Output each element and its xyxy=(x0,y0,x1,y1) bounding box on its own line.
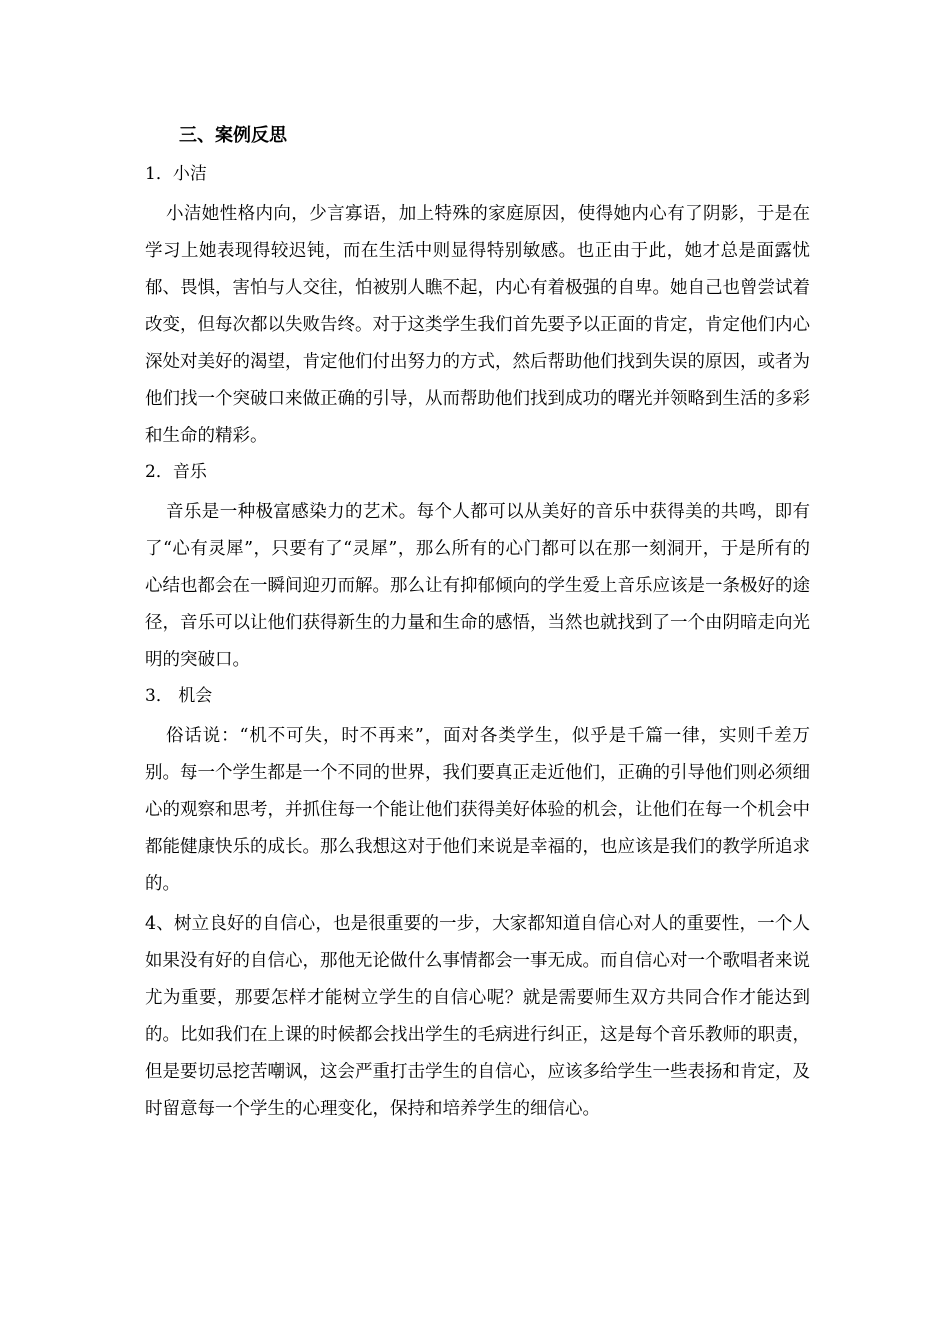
document-page xyxy=(145,122,810,1131)
item-paragraph-4: 4、树立良好的自信心，也是很重要的一步，大家都知道自信心对人的重要性，一个人如果没有好的自信心，那他无论做什么事情都会一事无成。而自信心对一个歌唱者来说尤为重要，那要怎样才能树立学生的自信心呢？就是需要师生双方共同合作才能达到的。比如我们在上课的时候都会找出学生的毛病进行纠正，这是每个音乐教师的职责，但是要切忌挖苦嘲讽，这会严重打击学生的自信心，应该多给学生一些表扬和肯定，及时留意每一个学生的心理变化，保持和培养学生的细信心。 xyxy=(145,914,810,1119)
item-paragraph-3: 俗话说：“机不可失，时不再来”，面对各类学生，似乎是千篇一律，实则千差万别。每一个学生都是一个不同的世界，我们要真正走近他们，正确的引导他们则必须细心的观察和思考，并抓住每一个能让他们获得美好体验的机会，让他们在每一个机会中都能健康快乐的成长。那么我想这对于他们来说是幸福的，也应该是我们的教学所追求的。 xyxy=(145,726,810,894)
item-heading-2: 2．音乐 xyxy=(145,462,207,482)
item-heading-3: 3． 机会 xyxy=(145,686,213,706)
item-heading-1: 1．小洁 xyxy=(145,164,207,184)
item-paragraph-2: 音乐是一种极富感染力的艺术。每个人都可以从美好的音乐中获得美的共鸣，即有了“心有灵犀”，只要有了“灵犀”，那么所有的心门都可以在那一刻洞开，于是所有的心结也都会在一瞬间迎刃而解。那么让有抑郁倾向的学生爱上音乐应该是一条极好的途径，音乐可以让他们获得新生的力量和生命的感悟，当然也就找到了一个由阴暗走向光明的突破口。 xyxy=(145,502,810,670)
item-paragraph-1: 小洁她性格内向，少言寡语，加上特殊的家庭原因，使得她内心有了阴影，于是在学习上她表现得较迟钝，而在生活中则显得特别敏感。也正由于此，她才总是面露忧郁、畏惧，害怕与人交往，怕被别人瞧不起，内心有着极强的自卑。她自己也曾尝试着改变，但每次都以失败告终。对于这类学生我们首先要予以正面的肯定，肯定他们内心深处对美好的渴望，肯定他们付出努力的方式，然后帮助他们找到失误的原因，或者为他们找一个突破口来做正确的引导，从而帮助他们找到成功的曙光并领略到生活的多彩和生命的精彩。 xyxy=(145,204,810,446)
section-title: 三、案例反思 xyxy=(179,125,287,146)
